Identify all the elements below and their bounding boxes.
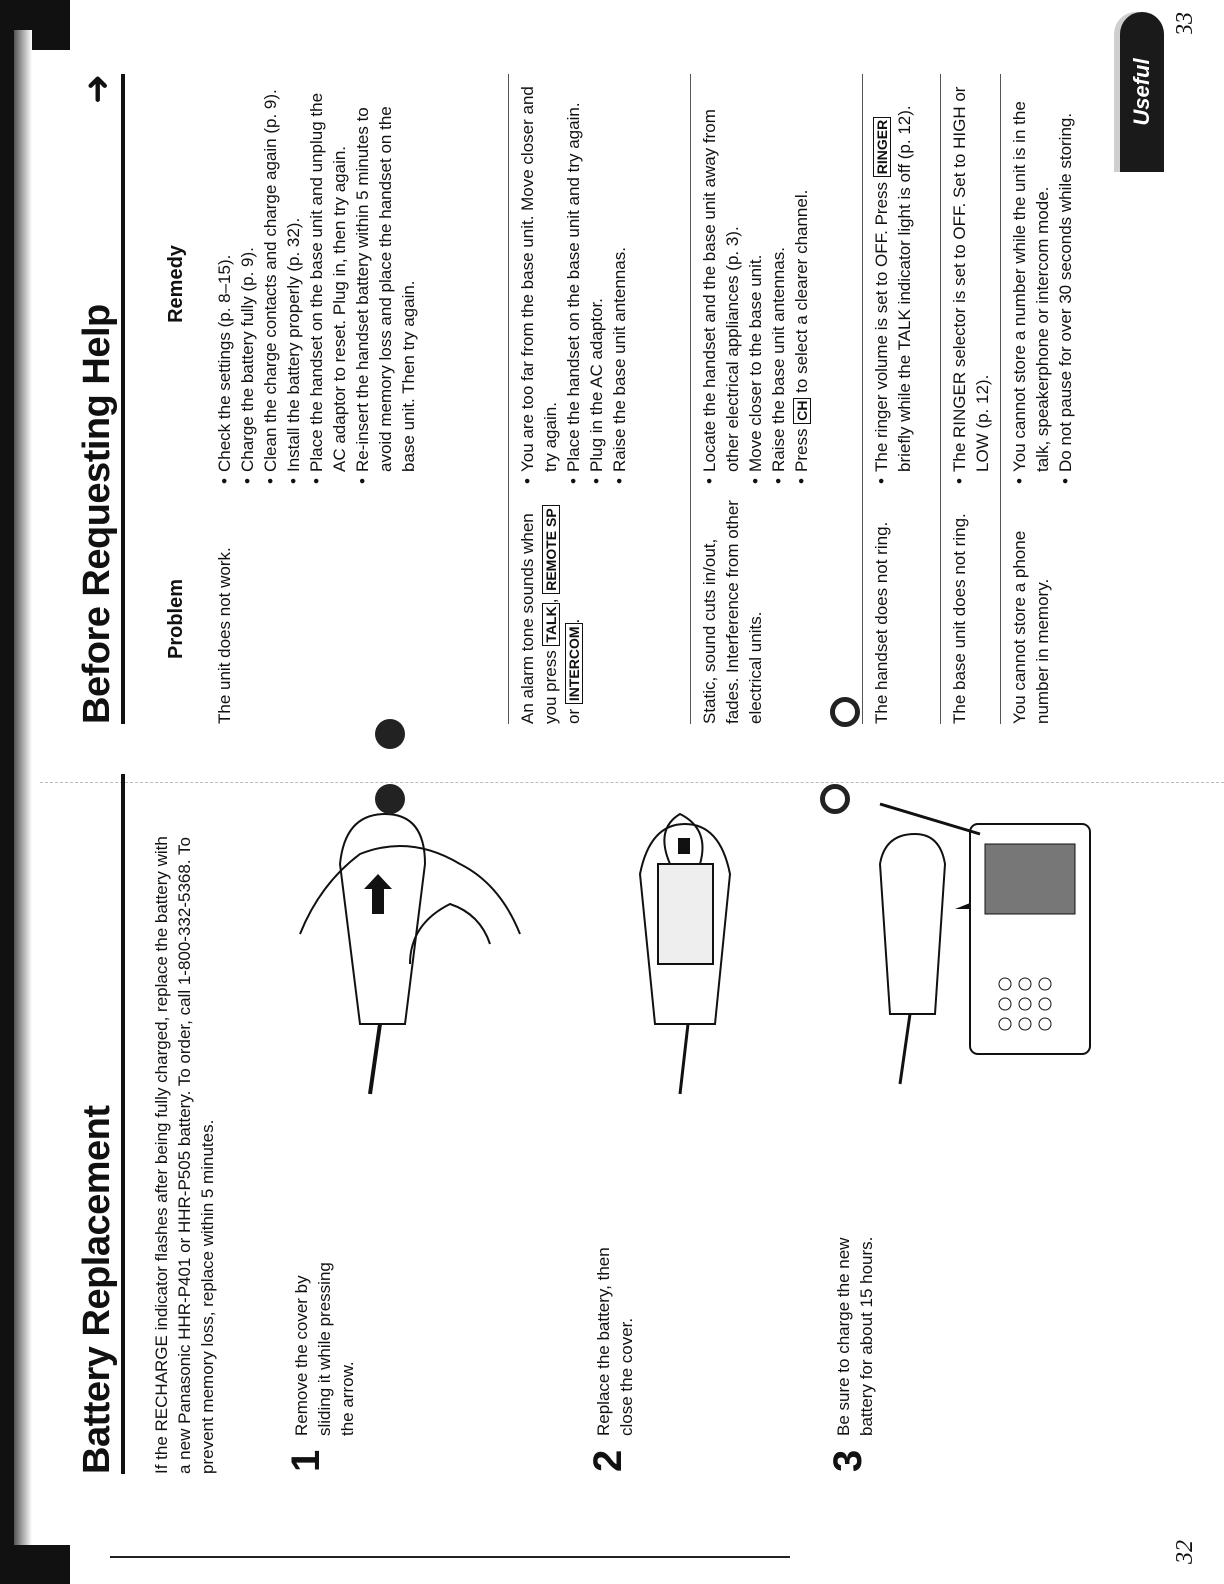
remote-sp-key: REMOTE SP [542,505,560,593]
remedy-text-part: Press [792,428,811,472]
separator: . [564,618,583,624]
remedy-item: • Install the battery properly (p. 32). [282,74,305,484]
row-divider [940,74,941,724]
remedy-list [516,74,631,484]
intercom-key: INTERCOM [565,623,583,704]
replace-battery-illustration [560,794,810,1114]
talk-key: TALK [542,603,560,645]
problem-text: Static, sound cuts in/out, fades. Interference from other electrical units. [700,500,765,724]
step-text: Be sure to charge the new battery for about 15 hours. [834,1236,876,1436]
page-number-right: 33 [1172,12,1198,36]
remedy-item: • Place the handset on the base unit and unplug the AC adaptor to reset. Plug in, then try again. [305,74,351,484]
problem-text: The unit does not work. [215,547,234,724]
remedy-item [870,74,916,484]
charge-battery-illustration [820,794,1120,1114]
row-divider [508,74,509,724]
remedy-item: • Clean the charge contacts and charge again (p. 9). [259,74,282,484]
remedy-item: • Re-insert the handset battery within 5 minutes to avoid memory loss and place the handset on the base unit. Then try again. [351,74,420,484]
problem-text [516,494,585,724]
step-text: Replace the battery, then close the cover. [594,1247,636,1436]
step-number: 3 [826,1449,870,1472]
remedy-text-part: briefly while the TALK indicator light is off (p. 12). [895,105,914,472]
remedy-item: • Place the handset on the base unit and try again. [562,74,585,484]
remedy-item: • Raise the base unit antennas. [608,74,631,484]
registration-mark [830,697,860,727]
remedy-item: • Check the settings (p. 8–15). [213,74,236,484]
row-divider [690,74,691,724]
step-text: Remove the cover by sliding it while pressing the arrow. [292,1262,357,1436]
battery-replacement-title: Battery Replacement [76,774,125,1474]
remedy-item: • You cannot store a number while the unit is in the talk, speakerphone or intercom mode. [1008,74,1054,484]
row-divider [862,74,863,724]
separator: , [541,598,560,604]
remedy-item: • Plug in the AC adaptor. [585,74,608,484]
remedy-list [1008,74,1077,484]
remedy-item: • Locate the handset and the base unit away from other electrical appliances (p. 3). [698,74,744,484]
continue-arrow-icon: ➜ [76,73,117,104]
remedy-item: • Raise the base unit antennas. [767,74,790,484]
problem-text: You cannot store a phone number in memory. [1010,530,1052,724]
remedy-item [790,74,813,484]
remedy-text-part: to select a clearer channel. [792,189,811,393]
row-divider [1000,74,1001,724]
before-requesting-help-title: Before Requesting Help [76,74,125,724]
remedy-item: • Move closer to the base unit. [744,74,767,484]
page-number-left: 32 [1172,1540,1198,1564]
problem-text: The handset does not ring. [872,521,891,724]
ch-key: CH [793,398,811,424]
registration-mark [375,784,405,814]
battery-intro-paragraph: If the RECHARGE indicator flashes after being fully charged, replace the battery with a new Panasonic HHR-P401 or HHR-P505 battery. To order, call 1-800-332-5368. To prevent memory loss, replace within 5 minutes. [152,836,217,1474]
step-number: 1 [284,1449,328,1472]
column-header-problem: Problem [165,578,187,660]
remedy-item: • You are too far from the base unit. Move closer and try again. [516,74,562,484]
problem-text-part: An alarm tone sounds when you press [518,513,560,724]
remedy-list [213,74,420,484]
useful-information-tab: Useful Information [1120,12,1164,172]
remedy-item: • Charge the battery fully (p. 9). [236,74,259,484]
remedy-list [870,74,916,484]
ringer-key: RINGER [873,117,891,177]
separator: or [564,708,583,724]
remedy-list [948,74,994,484]
remedy-text-part: The ringer volume is set to OFF. Press [872,181,891,472]
problem-text: The base unit does not ring. [950,513,969,724]
step-number: 2 [586,1449,630,1472]
remedy-item: • The RINGER selector is set to OFF. Set to HIGH or LOW (p. 12). [948,74,994,484]
remedy-list [698,74,813,484]
column-header-remedy: Remedy [165,245,187,323]
registration-mark [820,784,850,814]
remove-cover-illustration [260,794,530,1114]
remedy-item: • Do not pause for over 30 seconds while storing. [1054,74,1077,484]
registration-mark [375,719,405,749]
